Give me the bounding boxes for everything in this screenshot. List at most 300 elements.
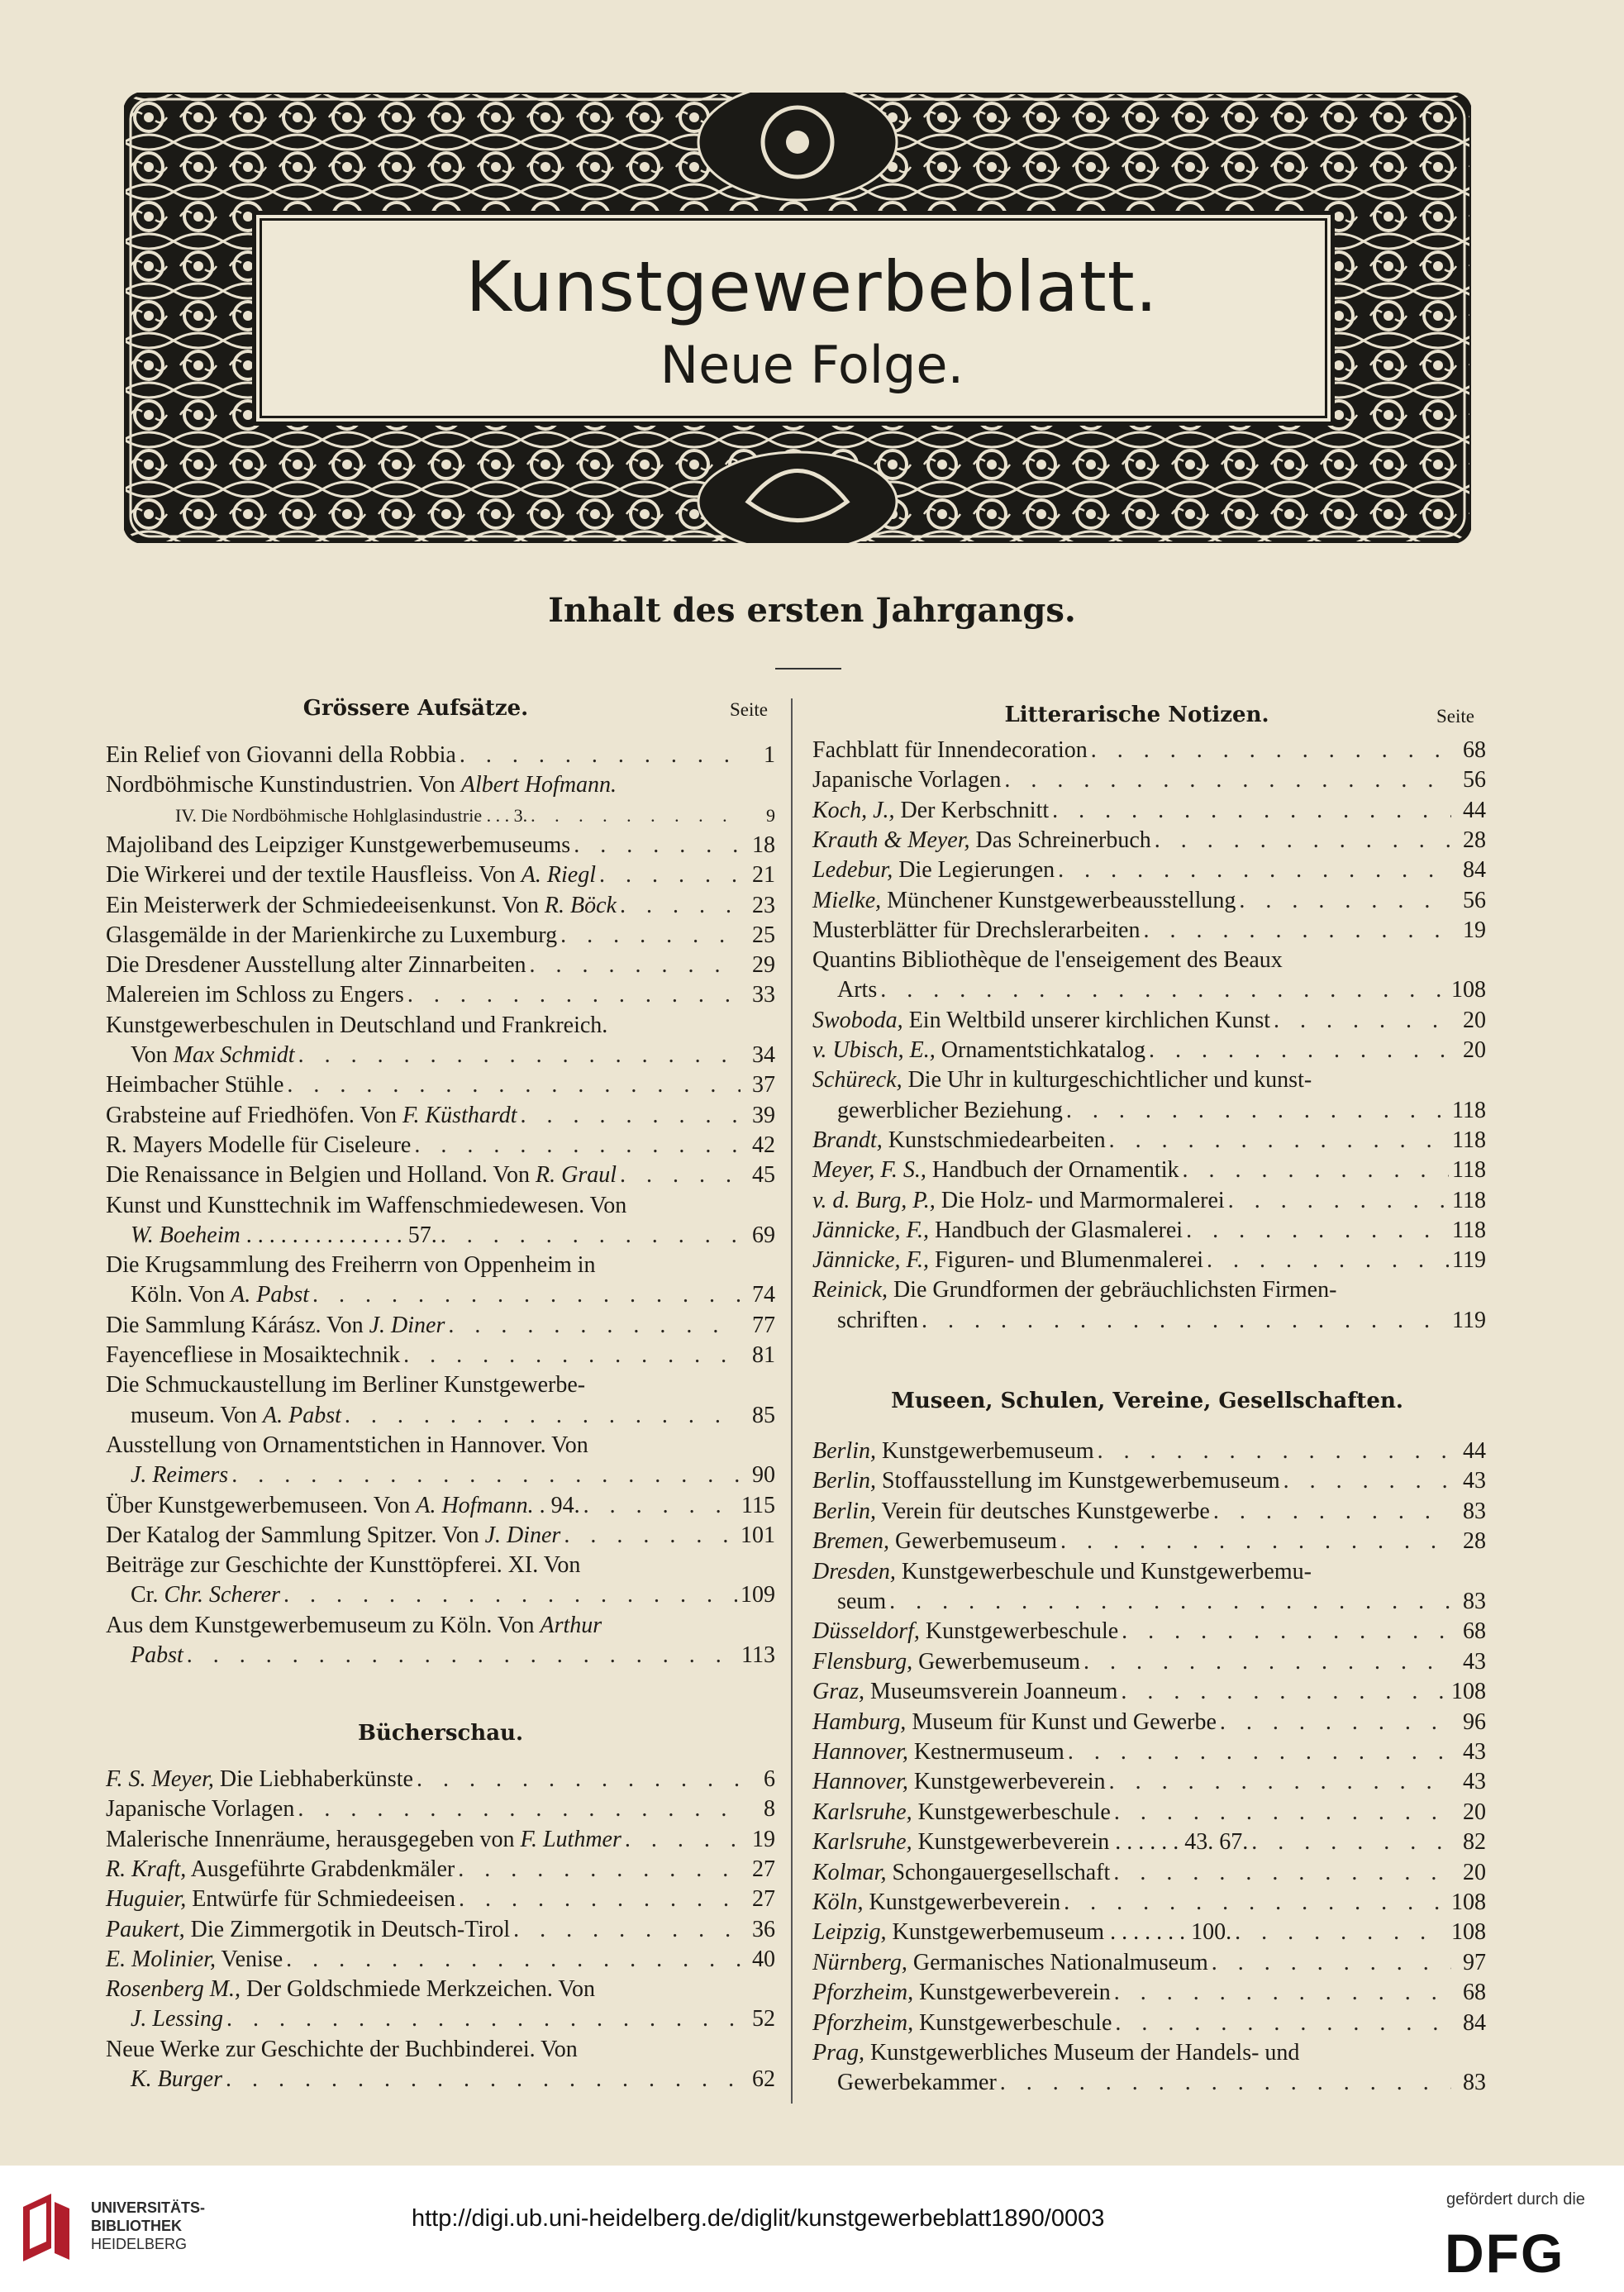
entry-title — [106, 1765, 413, 1794]
journal-title: Kunstgewerbeblatt. — [465, 246, 1159, 327]
leader-dots — [1182, 1156, 1449, 1185]
entry-author: Max Schmidt — [173, 1042, 295, 1068]
entry-title — [812, 1978, 1111, 2008]
entry-title — [837, 2068, 997, 2098]
entry-title — [837, 1096, 1063, 1126]
entry-title — [106, 770, 617, 800]
index-entry — [106, 2004, 775, 2034]
entry-author: Meyer, F. S., — [812, 1157, 926, 1184]
index-entry — [812, 1888, 1486, 1918]
leader-dots — [1064, 1888, 1448, 1918]
page-number: 1 — [764, 742, 775, 768]
entry-title — [106, 1945, 283, 1975]
entry-title — [812, 886, 1236, 916]
entry-title — [812, 1156, 1179, 1185]
index-entry — [812, 1065, 1486, 1095]
entry-title — [106, 860, 596, 890]
entry-author: Ledebur, — [812, 857, 893, 884]
entry-author: Reinick, — [812, 1277, 888, 1303]
entry-text: Fayencefliese in Mosaiktechnik — [106, 1342, 401, 1368]
entry-title — [812, 2008, 1112, 2038]
page-number: 56 — [1463, 887, 1486, 913]
entry-text: Ein Meisterwerk der Schmiedeeisenkunst. Von — [106, 892, 545, 918]
page-number: 44 — [1463, 797, 1486, 823]
index-entry — [812, 1096, 1486, 1126]
index-entry — [106, 980, 775, 1010]
entry-title — [131, 1221, 437, 1251]
entry-author: Prag, — [812, 2040, 864, 2066]
index-entry — [106, 801, 775, 831]
page-number: 39 — [752, 1102, 775, 1128]
entry-text: Die Renaissance in Belgien und Holland. Von — [106, 1162, 536, 1189]
leader-dots — [226, 2004, 741, 2034]
entry-author: A. Pabst — [231, 1282, 309, 1308]
dfg-logo[interactable]: DFG — [1445, 2223, 1565, 2284]
entry-text: Kunstgewerbeschulen in Deutschland und Frankreich. — [106, 1012, 608, 1038]
entry-title — [106, 1611, 602, 1641]
entry-author: Karlsruhe, — [812, 1799, 912, 1825]
index-entry — [106, 1370, 775, 1400]
page-number: 20 — [1463, 1037, 1486, 1063]
entry-author: E. Molinier, — [106, 1946, 216, 1972]
index-entry — [106, 1280, 775, 1310]
leader-dots — [599, 860, 741, 890]
index-entry — [106, 831, 775, 860]
index-entry — [812, 1156, 1486, 1185]
entry-author: Berlin, — [812, 1498, 876, 1524]
page-number: 68 — [1463, 737, 1486, 763]
index-entry — [106, 1915, 775, 1945]
entry-title — [812, 1858, 1110, 1888]
entry-title — [812, 1798, 1111, 1827]
index-entry — [106, 1551, 775, 1580]
leader-dots — [403, 1341, 741, 1370]
leader-dots — [1235, 1918, 1448, 1947]
entry-title — [812, 1617, 1118, 1646]
library-name-line1: UNIVERSITÄTS- — [91, 2199, 206, 2216]
entry-text: Kunstgewerbeverein . . . . . . 43. 67. — [912, 1829, 1249, 1856]
index-entry — [812, 1497, 1486, 1527]
entry-title — [812, 1948, 1208, 1978]
index-entry — [812, 1827, 1486, 1857]
entry-text: Die Krugsammlung des Freiherrn von Oppenheim in — [106, 1252, 596, 1279]
leader-dots — [345, 1401, 741, 1431]
entry-author: Krauth & Meyer, — [812, 827, 970, 853]
page-number: 68 — [1463, 1980, 1486, 2006]
entry-text: Kunstgewerbeschule — [913, 2009, 1112, 2036]
page-number: 20 — [1463, 1799, 1486, 1825]
leader-dots — [231, 1460, 741, 1490]
index-entry — [106, 1945, 775, 1975]
entry-text: Die Schmuckaustellung im Berliner Kunstgewerbe- — [106, 1372, 586, 1399]
entry-text: Ein Weltbild unserer kirchlichen Kunst — [902, 1007, 1271, 1033]
leader-dots — [1283, 1466, 1451, 1496]
entry-text: Die Holz- und Marmormalerei — [935, 1187, 1225, 1213]
entry-title — [837, 975, 877, 1005]
page-number: 45 — [752, 1162, 775, 1189]
index-entry — [812, 1306, 1486, 1336]
entry-author: W. Boeheim — [131, 1222, 241, 1248]
entry-title — [106, 1341, 400, 1370]
entry-author: J. Diner — [369, 1312, 445, 1338]
page-number: 21 — [752, 862, 775, 889]
leader-dots — [889, 1587, 1451, 1617]
section-title-books: Bücherschau. — [357, 1721, 524, 1746]
entry-text: Entwürfe für Schmiedeeisen — [186, 1886, 456, 1913]
seite-label-right: Seite — [1436, 706, 1474, 727]
leader-dots — [441, 1221, 741, 1251]
entry-text: Kunstgewerbeverein — [907, 1769, 1106, 1795]
entry-author: J. Diner — [484, 1522, 561, 1548]
index-entry — [812, 736, 1486, 765]
leader-dots — [922, 1306, 1449, 1336]
entry-text: Kestnermuseum — [907, 1739, 1064, 1765]
leader-dots — [1239, 886, 1451, 916]
entry-title — [812, 1246, 1203, 1275]
entry-title — [812, 1006, 1270, 1036]
entry-text: Ausstellung von Ornamentstichen in Hannover. Von — [106, 1432, 588, 1458]
entry-text: Der Kerbschnitt — [894, 797, 1050, 823]
leader-dots — [1114, 1978, 1451, 2008]
entry-text: Kunstgewerbeverein — [913, 1980, 1111, 2006]
entry-text: Quantins Bibliothèque de l'enseigement des Beaux — [812, 947, 1283, 974]
entry-author: Köln, — [812, 1889, 864, 1915]
page-number: 44 — [1463, 1438, 1486, 1464]
entry-text: Kunstgewerbeschule — [912, 1799, 1111, 1825]
leader-dots — [1113, 1858, 1451, 1888]
entry-title — [106, 1491, 580, 1521]
leader-dots — [283, 1580, 737, 1610]
index-entry — [812, 1437, 1486, 1466]
entry-text: Musterblätter für Drechslerarbeiten — [812, 917, 1141, 943]
entry-title — [106, 1825, 622, 1855]
entry-title — [131, 1280, 309, 1310]
entry-title — [812, 946, 1283, 975]
page-number: 118 — [1452, 1157, 1486, 1184]
page-number: 108 — [1451, 1889, 1486, 1915]
entry-title — [812, 765, 1001, 795]
entry-author: Albert Hofmann. — [460, 772, 617, 798]
entry-title — [106, 1551, 580, 1580]
index-entry — [812, 1918, 1486, 1947]
entry-author: Dresden, — [812, 1558, 896, 1584]
heading-rule — [775, 668, 841, 669]
entry-title — [812, 1036, 1145, 1065]
entry-author: R. Böck — [544, 892, 617, 918]
index-entry — [812, 1948, 1486, 1978]
entry-text: Der Katalog der Sammlung Spitzer. Von — [106, 1522, 485, 1548]
entry-title — [106, 1311, 445, 1341]
section-title-museums: Museen, Schulen, Vereine, Gesellschaften. — [891, 1389, 1403, 1413]
index-entry — [106, 951, 775, 980]
index-entry — [812, 796, 1486, 826]
contents-heading: Inhalt des ersten Jahrgangs. — [548, 591, 1076, 630]
section-title-essays: Grössere Aufsätze. — [302, 696, 529, 721]
leader-dots — [1251, 1827, 1451, 1857]
entry-author: Koch, J., — [812, 797, 895, 823]
entry-author: Chr. Scherer — [164, 1582, 280, 1608]
leader-dots — [1115, 2008, 1451, 2038]
entry-title — [812, 1647, 1080, 1677]
leader-dots — [1109, 1767, 1451, 1797]
entry-text: Arts — [837, 977, 878, 1003]
page-number: 85 — [752, 1402, 775, 1428]
page-number: 69 — [752, 1222, 775, 1248]
leader-dots — [417, 1765, 741, 1794]
entry-title — [131, 2065, 222, 2094]
entry-title — [106, 801, 527, 831]
page-number: 20 — [1463, 1859, 1486, 1885]
index-entry — [106, 1160, 775, 1190]
index-entry — [812, 1275, 1486, 1305]
entry-text: Germanisches Nationalmuseum — [907, 1949, 1208, 1975]
entry-text: Die Sammlung Kárász. Von — [106, 1312, 369, 1338]
leader-dots — [1000, 2068, 1451, 2098]
index-entry — [812, 1677, 1486, 1707]
entry-author: J. Lessing — [131, 2006, 223, 2032]
page-number: 96 — [1463, 1708, 1486, 1735]
university-library-logo-icon[interactable] — [18, 2190, 74, 2265]
entry-author: K. Burger — [131, 2066, 222, 2092]
page-number: 118 — [1452, 1127, 1486, 1153]
entry-text: Das Schreinerbuch — [969, 827, 1151, 853]
entry-text: Glasgemälde in der Marienkirche zu Luxemburg — [106, 922, 558, 948]
page-number: 43 — [1463, 1468, 1486, 1494]
page-number: 52 — [752, 2006, 775, 2032]
entry-text: Ornamentstichkatalog — [935, 1037, 1146, 1063]
page-number: 37 — [752, 1072, 775, 1098]
entry-author: J. Reimers — [131, 1462, 229, 1489]
entry-title — [837, 1587, 886, 1617]
page-number: 8 — [764, 1796, 775, 1823]
entry-title — [812, 1767, 1106, 1797]
entry-author: Düsseldorf, — [812, 1618, 920, 1645]
page-number: 108 — [1451, 1679, 1486, 1705]
entry-text: seum — [837, 1589, 887, 1614]
entry-text: Stoffausstellung im Kunstgewerbemuseum — [876, 1468, 1280, 1494]
entry-title — [106, 1794, 294, 1824]
page-number: 84 — [1463, 857, 1486, 884]
index-entry — [106, 1341, 775, 1370]
page-number: 28 — [1463, 827, 1486, 853]
digital-url-link[interactable]: http://digi.ub.uni-heidelberg.de/diglit/kunstgewerbeblatt1890/0003 — [412, 2205, 1105, 2232]
entry-title — [812, 1677, 1117, 1707]
leader-dots — [1114, 1798, 1451, 1827]
page-number: 97 — [1463, 1949, 1486, 1975]
entry-author: F. Küsthardt — [402, 1102, 517, 1128]
entry-title — [106, 1855, 455, 1885]
entry-author: R. Kraft, — [106, 1856, 187, 1882]
entry-text: Kunstgewerbeschule und Kunstgewerbemu- — [895, 1558, 1312, 1584]
index-entry — [106, 1855, 775, 1885]
index-entry — [106, 1431, 775, 1460]
entry-text: Verein für deutsches Kunstgewerbe — [876, 1498, 1210, 1524]
library-name-line2: BIBLIOTHEK — [91, 2218, 182, 2234]
index-entry — [106, 1041, 775, 1070]
index-entry — [812, 765, 1486, 795]
entry-text: Ausgeführte Grabdenkmäler — [186, 1856, 455, 1882]
entry-title — [812, 736, 1088, 765]
entry-text: Handbuch der Ornamentik — [926, 1157, 1179, 1184]
entry-title — [106, 2035, 578, 2065]
entry-title — [106, 831, 570, 860]
index-entry — [812, 1186, 1486, 1216]
leader-dots — [1068, 1737, 1451, 1767]
entry-title — [106, 1070, 283, 1100]
index-entry — [106, 1580, 775, 1610]
index-entry — [812, 826, 1486, 855]
entry-title — [812, 1497, 1210, 1527]
entry-author: Hannover, — [812, 1769, 908, 1795]
entry-text: Cr. — [131, 1582, 164, 1608]
library-name-line3: HEIDELBERG — [91, 2236, 188, 2252]
library-name[interactable] — [91, 2199, 205, 2253]
entry-text: Münchener Kunstgewerbeausstellung — [881, 887, 1236, 913]
entry-author: Hamburg, — [812, 1708, 907, 1735]
page-number: 83 — [1463, 2070, 1486, 2096]
leader-dots — [1121, 1677, 1448, 1707]
entry-text: Gewerbemuseum — [912, 1648, 1081, 1675]
entry-title — [106, 1521, 560, 1551]
leader-dots — [312, 1280, 741, 1310]
entry-author: Rosenberg M., — [106, 1976, 241, 2003]
page-number: 118 — [1452, 1217, 1486, 1243]
page-number: 19 — [1463, 917, 1486, 943]
leader-dots — [1149, 1036, 1451, 1065]
leader-dots — [513, 1915, 741, 1945]
entry-text: Japanische Vorlagen — [106, 1796, 295, 1823]
index-entry — [106, 1401, 775, 1431]
page-number: 43 — [1463, 1648, 1486, 1675]
entry-text: Kunstgewerbliches Museum der Handels- und — [864, 2040, 1300, 2066]
index-entry — [106, 1460, 775, 1490]
index-entry — [812, 1527, 1486, 1556]
page-number: 42 — [752, 1132, 775, 1158]
index-entry — [812, 1246, 1486, 1275]
index-entry — [812, 1647, 1486, 1677]
entry-author: Schüreck, — [812, 1067, 902, 1094]
entry-author: Karlsruhe, — [812, 1829, 912, 1856]
entry-text: Köln. Von — [131, 1282, 231, 1308]
index-entry — [106, 1794, 775, 1824]
leader-dots — [448, 1311, 741, 1341]
column-divider — [791, 698, 793, 2104]
entry-author: Brandt, — [812, 1127, 883, 1153]
leader-dots — [1207, 1246, 1449, 1275]
index-entry — [812, 1978, 1486, 2008]
entry-text: Japanische Vorlagen — [812, 767, 1002, 793]
entry-author: Kolmar, — [812, 1859, 887, 1885]
page-number: 101 — [741, 1522, 775, 1548]
entry-text: Die Legierungen — [893, 857, 1055, 884]
entry-text: Majoliband des Leipziger Kunstgewerbemuseums — [106, 832, 571, 858]
entry-text: Beiträge zur Geschichte der Kunsttöpferei. XI. Von — [106, 1552, 581, 1579]
entry-title — [106, 1431, 588, 1460]
page-number: 83 — [1463, 1589, 1486, 1614]
index-entry — [812, 1006, 1486, 1036]
page-number: 40 — [752, 1946, 775, 1972]
entry-title — [106, 951, 526, 980]
entry-author: F. Luthmer — [520, 1826, 622, 1852]
entry-title — [131, 1580, 280, 1610]
entry-title — [812, 1065, 1312, 1095]
entry-author: Pforzheim, — [812, 1980, 914, 2006]
entry-author: Pforzheim, — [812, 2009, 914, 2036]
page-number: 25 — [752, 922, 775, 948]
page-number: 29 — [752, 952, 775, 979]
index-entry — [812, 1617, 1486, 1646]
entry-text: museum. Von — [131, 1402, 263, 1428]
entry-text: Die Liebhaberkünste — [213, 1766, 413, 1792]
page-number: 43 — [1463, 1739, 1486, 1765]
index-entry — [106, 860, 775, 890]
leader-dots — [530, 951, 741, 980]
index-entry — [812, 2008, 1486, 2038]
leader-dots — [620, 1160, 741, 1190]
page-number: 81 — [752, 1342, 775, 1368]
entry-title — [812, 1466, 1280, 1496]
entry-title — [812, 1216, 1183, 1246]
index-entry — [106, 1765, 775, 1794]
index-entry — [812, 1466, 1486, 1496]
seite-label-left: Seite — [730, 699, 768, 720]
index-entry — [106, 1641, 775, 1670]
entry-title — [106, 1160, 617, 1190]
entry-author: Leipzig, — [812, 1919, 887, 1946]
entry-title — [812, 796, 1049, 826]
entry-title — [106, 1191, 626, 1221]
entry-author: Nürnberg, — [812, 1949, 907, 1975]
leader-dots — [1098, 1437, 1451, 1466]
entry-title — [812, 1737, 1064, 1767]
page-number: 90 — [752, 1462, 775, 1489]
entry-author: A. Pabst — [263, 1402, 341, 1428]
index-entry — [106, 1311, 775, 1341]
entry-title — [812, 1186, 1225, 1216]
leader-dots — [520, 1101, 741, 1131]
leader-dots — [460, 741, 741, 770]
page-number: 109 — [741, 1582, 775, 1608]
entry-text: Neue Werke zur Geschichte der Buchbinderei. Von — [106, 2036, 578, 2062]
index-entry — [106, 1221, 775, 1251]
page-number: 36 — [752, 1916, 775, 1942]
page-number: 83 — [1463, 1498, 1486, 1524]
index-entry — [106, 2035, 775, 2065]
entry-text: . . . . . . . . . . . . . . 57. — [240, 1222, 437, 1248]
entry-text: Gewerbekammer — [837, 2070, 997, 2096]
entry-title — [812, 916, 1140, 946]
entry-author: Jännicke, F., — [812, 1217, 929, 1243]
index-entry — [106, 1251, 775, 1280]
page-number: 113 — [741, 1642, 775, 1668]
index-entry — [812, 975, 1486, 1005]
entry-text: Der Goldschmiede Merkzeichen. Von — [241, 1976, 596, 2003]
index-entry — [106, 770, 775, 800]
leader-dots — [1066, 1096, 1449, 1126]
entry-text: Gewerbemuseum — [889, 1528, 1057, 1555]
leader-dots — [1083, 1647, 1451, 1677]
entry-title — [131, 1460, 228, 1490]
entry-text: Kunstschmiedearbeiten — [882, 1127, 1106, 1153]
page-number: 43 — [1463, 1769, 1486, 1795]
entry-author: Berlin, — [812, 1468, 876, 1494]
index-entry — [812, 886, 1486, 916]
page-number: 118 — [1452, 1187, 1486, 1213]
entry-title — [812, 1708, 1217, 1737]
entry-title — [106, 1251, 596, 1280]
entry-title — [812, 1918, 1231, 1947]
page-number: 108 — [1451, 977, 1486, 1003]
